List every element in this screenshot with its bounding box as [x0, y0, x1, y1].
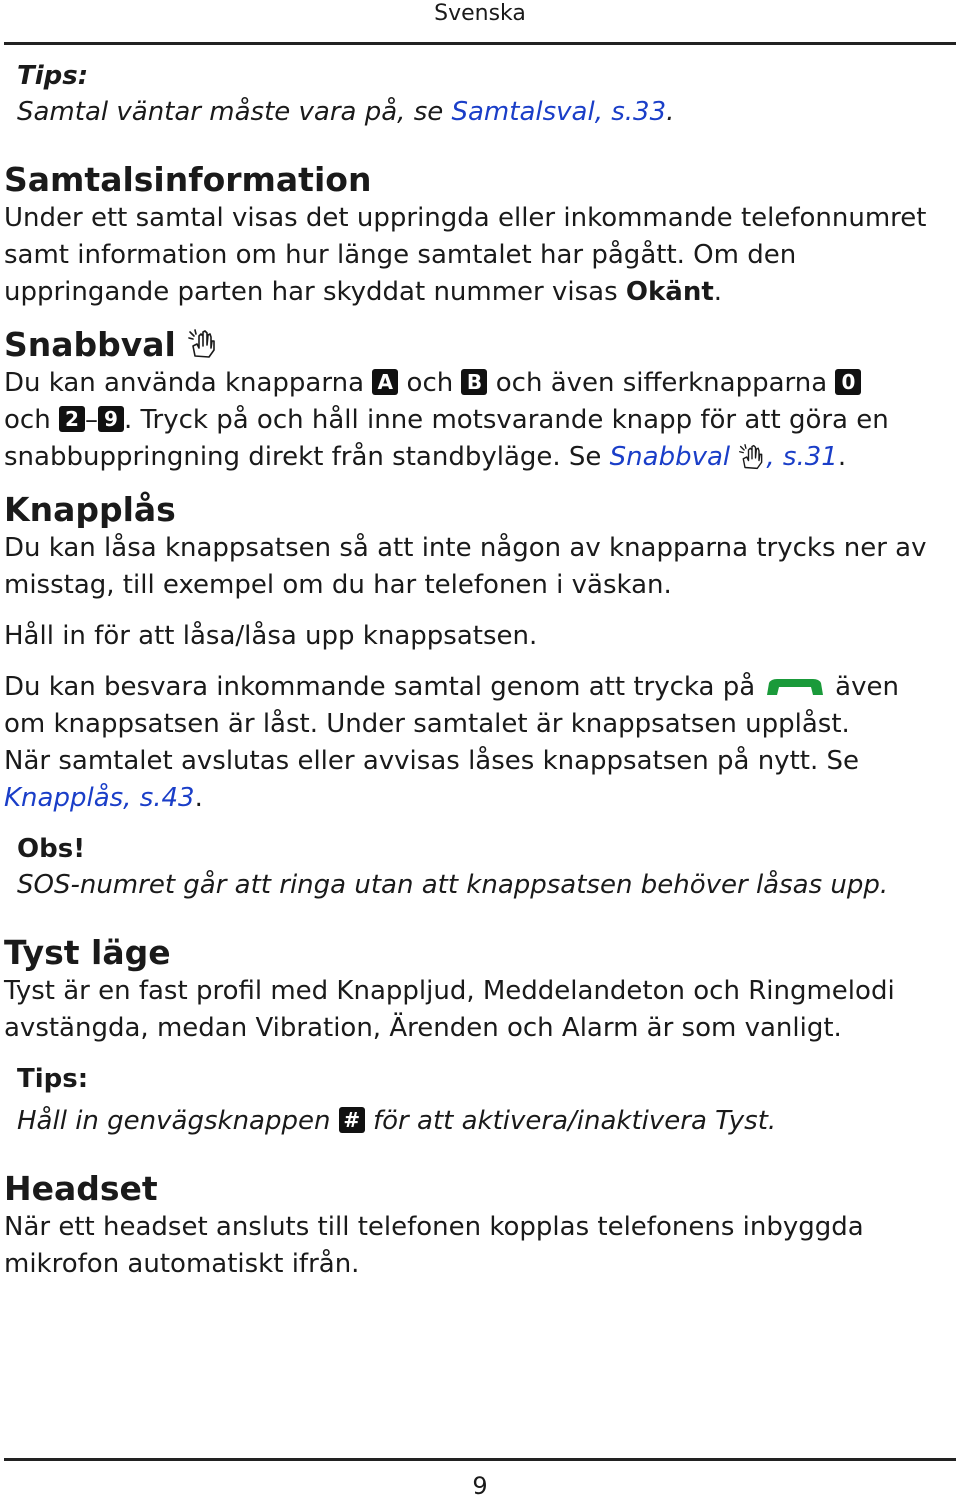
obs-note: [17, 831, 956, 903]
section-headset: [4, 1169, 956, 1283]
section-samtalsinformation: [4, 160, 956, 311]
tyst-lage-heading: Tyst läge: [4, 933, 171, 972]
tips-note: [17, 58, 956, 130]
section-knapplas: [4, 490, 956, 903]
headset-line-2: mikrofon automatiskt ifrån.: [4, 1249, 360, 1279]
obs-title: Obs!: [17, 834, 86, 864]
key-0: 0: [835, 369, 861, 395]
tyst-line-1: Tyst är en fast profil med Knappljud, Meddelandeton och Ringmelodi: [4, 976, 895, 1006]
knapplas-p3-line-2: om knappsatsen är låst. Under samtalet är knappsatsen upplåst.: [4, 709, 850, 739]
footer-rule: [4, 1458, 956, 1461]
key-a: A: [372, 369, 398, 395]
key-2: 2: [59, 406, 85, 432]
samtalsval-link[interactable]: Samtalsval, s.33: [451, 97, 667, 127]
tyst-tips-note: [17, 1061, 956, 1139]
key-9: 9: [98, 406, 124, 432]
okant-label: Okänt: [625, 277, 714, 307]
knapplas-p1-line-2: misstag, till exempel om du har telefonen i väskan.: [4, 570, 672, 600]
key-hash: #: [339, 1107, 365, 1133]
page-number: 9: [472, 1472, 488, 1500]
samtalsinformation-heading: Samtalsinformation: [4, 160, 372, 199]
knapplas-p2: Håll in för att låsa/låsa upp knappsatsen.: [4, 621, 538, 651]
samtalsinformation-line-3: uppringande parten har skyddat nummer visas Okänt.: [4, 277, 723, 307]
header-language: Svenska: [434, 1, 526, 26]
knapplas-heading: Knapplås: [4, 490, 176, 529]
snabbval-link[interactable]: Snabbval , s.31: [609, 442, 838, 472]
knapplas-p3-line-3: När samtalet avslutas eller avvisas låses knappsatsen på nytt. Se: [4, 746, 859, 776]
snabbval-heading: Snabbval: [4, 325, 956, 365]
page-header: [0, 0, 960, 28]
samtalsinformation-line-2: samt information om hur länge samtalet har pågått. Om den: [4, 240, 797, 270]
snabbval-line-3: snabbuppringning direkt från standbyläge. Se Snabbval , s.31.: [4, 442, 847, 472]
knapplas-p1-line-1: Du kan låsa knappsatsen så att inte någon av knapparna trycks ner av: [4, 533, 927, 563]
headset-heading: Headset: [4, 1169, 158, 1208]
tyst-tips-text: Håll in genvägsknappen # för att aktivera/inaktivera Tyst.: [17, 1106, 777, 1136]
snabbval-line-2: och 2 – 9 . Tryck på och håll inne motsvarande knapp för att göra en: [4, 405, 889, 435]
section-tyst-lage: [4, 933, 956, 1139]
call-key-icon: [763, 677, 827, 697]
speed-dial-hand-icon: [738, 443, 766, 471]
knapplas-p3-line-4: Knapplås, s.43.: [4, 783, 203, 813]
knapplas-link[interactable]: Knapplås, s.43: [4, 783, 195, 813]
tyst-tips-title: Tips:: [17, 1064, 89, 1094]
tyst-line-2: avstängda, medan Vibration, Ärenden och Alarm är som vanligt.: [4, 1013, 842, 1043]
key-b: B: [461, 369, 487, 395]
obs-text: SOS-numret går att ringa utan att knappsatsen behöver låsas upp.: [17, 870, 889, 900]
header-rule: [4, 42, 956, 45]
tips-title: Tips:: [17, 61, 89, 91]
speed-dial-hand-icon: [187, 328, 219, 360]
headset-line-1: När ett headset ansluts till telefonen kopplas telefonens inbyggda: [4, 1212, 864, 1242]
samtalsinformation-line-1: Under ett samtal visas det uppringda eller inkommande telefonnumret: [4, 203, 927, 233]
tips-text: Samtal väntar måste vara på, se Samtalsval, s.33.: [17, 97, 675, 127]
page-content: [4, 58, 956, 1283]
snabbval-line-1: Du kan använda knapparna A och B och även sifferknapparna 0: [4, 365, 956, 402]
knapplas-p3-line-1: Du kan besvara inkommande samtal genom att trycka på även: [4, 672, 899, 702]
section-snabbval: [4, 325, 956, 476]
